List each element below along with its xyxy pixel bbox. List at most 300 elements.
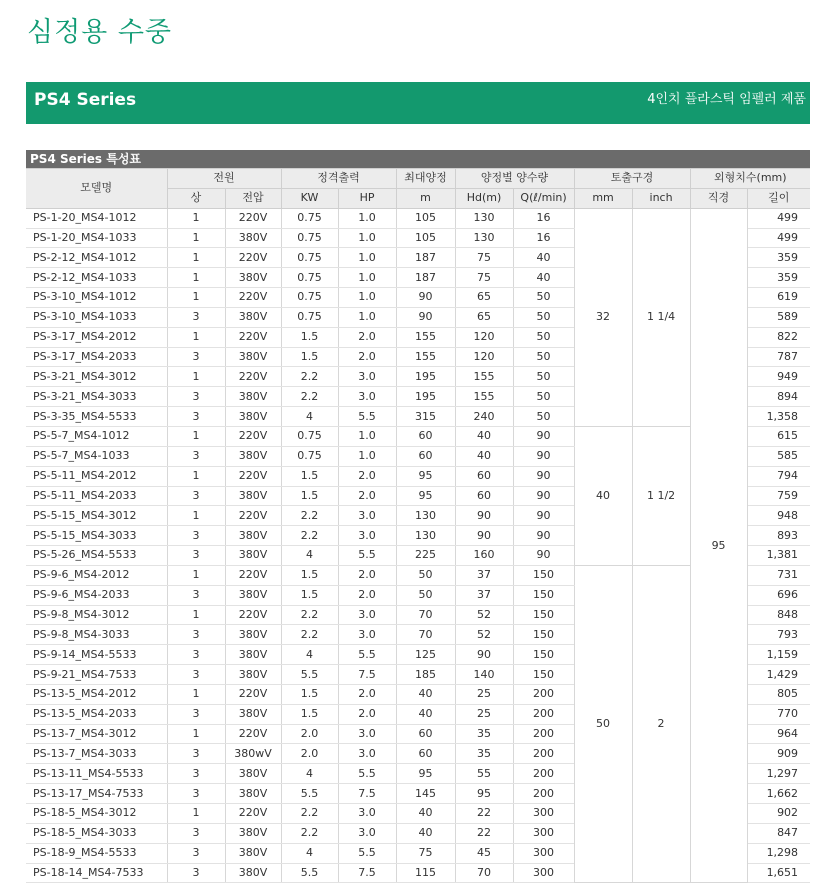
cell-kw: 0.75	[281, 446, 338, 466]
cell-model: PS-3-10_MS4-1033	[26, 307, 167, 327]
cell-model: PS-13-7_MS4-3033	[26, 744, 167, 764]
cell-max-head: 95	[396, 764, 455, 784]
cell-hp: 2.0	[338, 327, 396, 347]
cell-hd: 90	[455, 506, 513, 526]
cell-hd: 130	[455, 208, 513, 228]
cell-phase: 3	[167, 347, 225, 367]
cell-phase: 1	[167, 268, 225, 288]
cell-kw: 1.5	[281, 327, 338, 347]
cell-kw: 2.2	[281, 823, 338, 843]
cell-length: 1,662	[747, 784, 810, 804]
cell-kw: 0.75	[281, 307, 338, 327]
cell-model: PS-18-14_MS4-7533	[26, 863, 167, 883]
cell-phase: 1	[167, 367, 225, 387]
cell-kw: 2.2	[281, 526, 338, 546]
cell-max-head: 187	[396, 268, 455, 288]
cell-hd: 160	[455, 546, 513, 566]
cell-q: 50	[513, 347, 574, 367]
cell-kw: 5.5	[281, 863, 338, 883]
cell-phase: 3	[167, 486, 225, 506]
cell-discharge-inch: 2	[632, 565, 690, 883]
cell-q: 50	[513, 367, 574, 387]
cell-hp: 3.0	[338, 724, 396, 744]
cell-voltage: 380V	[225, 863, 281, 883]
cell-q: 50	[513, 307, 574, 327]
cell-length: 499	[747, 208, 810, 228]
cell-hp: 3.0	[338, 367, 396, 387]
cell-kw: 4	[281, 645, 338, 665]
cell-max-head: 315	[396, 407, 455, 427]
cell-phase: 1	[167, 327, 225, 347]
cell-model: PS-3-17_MS4-2033	[26, 347, 167, 367]
cell-q: 90	[513, 466, 574, 486]
cell-voltage: 220V	[225, 288, 281, 308]
cell-model: PS-2-12_MS4-1012	[26, 248, 167, 268]
header-rated-output: 정격출력	[281, 169, 396, 189]
cell-q: 50	[513, 407, 574, 427]
cell-length: 909	[747, 744, 810, 764]
cell-phase: 3	[167, 823, 225, 843]
header-phase: 상	[167, 188, 225, 208]
cell-phase: 1	[167, 605, 225, 625]
cell-phase: 3	[167, 744, 225, 764]
cell-hd: 55	[455, 764, 513, 784]
cell-hp: 5.5	[338, 546, 396, 566]
cell-hd: 60	[455, 486, 513, 506]
cell-length: 893	[747, 526, 810, 546]
cell-voltage: 380V	[225, 307, 281, 327]
cell-kw: 4	[281, 546, 338, 566]
cell-length: 615	[747, 426, 810, 446]
cell-hp: 1.0	[338, 228, 396, 248]
cell-max-head: 130	[396, 506, 455, 526]
page-title: 심정용 수중	[27, 17, 172, 48]
cell-hp: 5.5	[338, 843, 396, 863]
cell-max-head: 60	[396, 744, 455, 764]
header-power: 전원	[167, 169, 281, 189]
cell-max-head: 50	[396, 565, 455, 585]
cell-length: 696	[747, 585, 810, 605]
cell-voltage: 380V	[225, 704, 281, 724]
cell-voltage: 220V	[225, 684, 281, 704]
cell-diameter: 95	[690, 208, 747, 883]
cell-phase: 1	[167, 724, 225, 744]
cell-q: 90	[513, 526, 574, 546]
cell-voltage: 220V	[225, 248, 281, 268]
cell-length: 787	[747, 347, 810, 367]
cell-hp: 7.5	[338, 665, 396, 685]
cell-discharge-mm: 50	[574, 565, 632, 883]
cell-hd: 90	[455, 526, 513, 546]
cell-q: 90	[513, 546, 574, 566]
cell-phase: 3	[167, 387, 225, 407]
table-body	[26, 208, 810, 883]
cell-kw: 1.5	[281, 466, 338, 486]
cell-hd: 130	[455, 228, 513, 248]
cell-hd: 70	[455, 863, 513, 883]
cell-q: 200	[513, 744, 574, 764]
cell-voltage: 220V	[225, 327, 281, 347]
cell-phase: 3	[167, 625, 225, 645]
cell-model: PS-18-5_MS4-3033	[26, 823, 167, 843]
cell-length: 1,298	[747, 843, 810, 863]
cell-model: PS-5-11_MS4-2012	[26, 466, 167, 486]
cell-phase: 3	[167, 307, 225, 327]
cell-voltage: 220V	[225, 367, 281, 387]
cell-length: 770	[747, 704, 810, 724]
cell-phase: 3	[167, 665, 225, 685]
cell-q: 16	[513, 208, 574, 228]
cell-length: 894	[747, 387, 810, 407]
spec-table-container	[26, 150, 810, 883]
cell-kw: 4	[281, 407, 338, 427]
cell-q: 300	[513, 843, 574, 863]
cell-length: 1,429	[747, 665, 810, 685]
cell-model: PS-3-10_MS4-1012	[26, 288, 167, 308]
cell-hp: 2.0	[338, 684, 396, 704]
header-inch: inch	[632, 188, 690, 208]
cell-kw: 0.75	[281, 208, 338, 228]
cell-hd: 45	[455, 843, 513, 863]
cell-hd: 22	[455, 823, 513, 843]
cell-length: 847	[747, 823, 810, 843]
cell-q: 300	[513, 823, 574, 843]
cell-length: 359	[747, 268, 810, 288]
cell-length: 793	[747, 625, 810, 645]
cell-hd: 60	[455, 466, 513, 486]
cell-max-head: 40	[396, 804, 455, 824]
cell-phase: 3	[167, 704, 225, 724]
cell-model: PS-3-21_MS4-3033	[26, 387, 167, 407]
cell-hp: 7.5	[338, 863, 396, 883]
cell-phase: 1	[167, 565, 225, 585]
header-discharge: 토출구경	[574, 169, 690, 189]
cell-q: 40	[513, 268, 574, 288]
cell-max-head: 60	[396, 724, 455, 744]
cell-hd: 155	[455, 387, 513, 407]
cell-kw: 2.2	[281, 625, 338, 645]
cell-hp: 1.0	[338, 268, 396, 288]
cell-max-head: 60	[396, 426, 455, 446]
cell-model: PS-1-20_MS4-1033	[26, 228, 167, 248]
cell-max-head: 95	[396, 486, 455, 506]
cell-voltage: 220V	[225, 426, 281, 446]
cell-length: 948	[747, 506, 810, 526]
cell-q: 150	[513, 605, 574, 625]
cell-model: PS-3-35_MS4-5533	[26, 407, 167, 427]
cell-kw: 5.5	[281, 784, 338, 804]
table-row	[26, 208, 810, 228]
cell-max-head: 40	[396, 684, 455, 704]
cell-model: PS-9-8_MS4-3033	[26, 625, 167, 645]
cell-max-head: 130	[396, 526, 455, 546]
cell-phase: 3	[167, 764, 225, 784]
cell-hd: 155	[455, 367, 513, 387]
cell-voltage: 380V	[225, 645, 281, 665]
cell-discharge-mm: 40	[574, 426, 632, 565]
cell-hd: 140	[455, 665, 513, 685]
cell-voltage: 380V	[225, 347, 281, 367]
cell-model: PS-5-7_MS4-1033	[26, 446, 167, 466]
cell-hp: 5.5	[338, 407, 396, 427]
cell-voltage: 380V	[225, 585, 281, 605]
cell-kw: 0.75	[281, 426, 338, 446]
cell-voltage: 380V	[225, 823, 281, 843]
cell-hd: 35	[455, 744, 513, 764]
cell-length: 499	[747, 228, 810, 248]
cell-q: 300	[513, 863, 574, 883]
cell-voltage: 380V	[225, 546, 281, 566]
cell-hp: 1.0	[338, 288, 396, 308]
header-max-head: 최대양정	[396, 169, 455, 189]
cell-model: PS-9-6_MS4-2033	[26, 585, 167, 605]
cell-q: 90	[513, 426, 574, 446]
cell-q: 150	[513, 565, 574, 585]
cell-model: PS-13-11_MS4-5533	[26, 764, 167, 784]
cell-q: 200	[513, 724, 574, 744]
cell-kw: 0.75	[281, 228, 338, 248]
cell-kw: 0.75	[281, 268, 338, 288]
cell-max-head: 105	[396, 228, 455, 248]
cell-length: 589	[747, 307, 810, 327]
cell-hp: 2.0	[338, 585, 396, 605]
cell-voltage: 380V	[225, 764, 281, 784]
cell-voltage: 220V	[225, 506, 281, 526]
cell-model: PS-9-8_MS4-3012	[26, 605, 167, 625]
cell-hd: 65	[455, 307, 513, 327]
cell-model: PS-3-21_MS4-3012	[26, 367, 167, 387]
cell-hp: 3.0	[338, 823, 396, 843]
cell-discharge-inch: 1 1/2	[632, 426, 690, 565]
cell-length: 359	[747, 248, 810, 268]
cell-voltage: 220V	[225, 565, 281, 585]
cell-length: 731	[747, 565, 810, 585]
cell-length: 759	[747, 486, 810, 506]
header-m: m	[396, 188, 455, 208]
cell-max-head: 105	[396, 208, 455, 228]
cell-hp: 1.0	[338, 426, 396, 446]
cell-hd: 65	[455, 288, 513, 308]
cell-hd: 35	[455, 724, 513, 744]
cell-hp: 3.0	[338, 744, 396, 764]
cell-hd: 240	[455, 407, 513, 427]
cell-q: 90	[513, 506, 574, 526]
cell-max-head: 40	[396, 823, 455, 843]
cell-hd: 52	[455, 605, 513, 625]
cell-q: 90	[513, 446, 574, 466]
cell-hd: 52	[455, 625, 513, 645]
header-q: Q(ℓ/min)	[513, 188, 574, 208]
cell-max-head: 115	[396, 863, 455, 883]
cell-length: 1,297	[747, 764, 810, 784]
cell-q: 200	[513, 704, 574, 724]
cell-hp: 7.5	[338, 784, 396, 804]
cell-kw: 2.2	[281, 804, 338, 824]
cell-hd: 37	[455, 585, 513, 605]
cell-q: 300	[513, 804, 574, 824]
cell-hd: 120	[455, 347, 513, 367]
cell-max-head: 187	[396, 248, 455, 268]
cell-hd: 95	[455, 784, 513, 804]
cell-hp: 5.5	[338, 645, 396, 665]
cell-kw: 4	[281, 764, 338, 784]
cell-hp: 1.0	[338, 208, 396, 228]
cell-phase: 1	[167, 248, 225, 268]
cell-model: PS-9-21_MS4-7533	[26, 665, 167, 685]
cell-model: PS-3-17_MS4-2012	[26, 327, 167, 347]
cell-voltage: 380V	[225, 446, 281, 466]
cell-max-head: 90	[396, 288, 455, 308]
cell-length: 794	[747, 466, 810, 486]
cell-phase: 3	[167, 863, 225, 883]
cell-length: 1,651	[747, 863, 810, 883]
cell-max-head: 60	[396, 446, 455, 466]
cell-voltage: 380V	[225, 228, 281, 248]
cell-hp: 2.0	[338, 486, 396, 506]
cell-max-head: 70	[396, 625, 455, 645]
cell-kw: 1.5	[281, 486, 338, 506]
cell-voltage: 380V	[225, 268, 281, 288]
cell-q: 200	[513, 784, 574, 804]
cell-length: 585	[747, 446, 810, 466]
cell-hp: 2.0	[338, 704, 396, 724]
cell-length: 619	[747, 288, 810, 308]
cell-hp: 3.0	[338, 506, 396, 526]
cell-hp: 2.0	[338, 466, 396, 486]
cell-phase: 1	[167, 804, 225, 824]
cell-q: 40	[513, 248, 574, 268]
cell-phase: 1	[167, 228, 225, 248]
cell-kw: 1.5	[281, 684, 338, 704]
cell-model: PS-13-17_MS4-7533	[26, 784, 167, 804]
cell-model: PS-5-15_MS4-3012	[26, 506, 167, 526]
cell-phase: 3	[167, 546, 225, 566]
cell-hd: 75	[455, 248, 513, 268]
cell-phase: 1	[167, 466, 225, 486]
series-description: 4인치 플라스틱 임펠러 제품	[647, 92, 806, 107]
cell-phase: 1	[167, 288, 225, 308]
cell-q: 200	[513, 684, 574, 704]
cell-phase: 3	[167, 784, 225, 804]
cell-length: 964	[747, 724, 810, 744]
cell-voltage: 380V	[225, 784, 281, 804]
cell-length: 902	[747, 804, 810, 824]
cell-hp: 3.0	[338, 625, 396, 645]
cell-length: 822	[747, 327, 810, 347]
cell-model: PS-1-20_MS4-1012	[26, 208, 167, 228]
cell-hp: 3.0	[338, 804, 396, 824]
cell-hd: 120	[455, 327, 513, 347]
header-kw: KW	[281, 188, 338, 208]
cell-hp: 1.0	[338, 446, 396, 466]
cell-kw: 0.75	[281, 248, 338, 268]
cell-q: 50	[513, 327, 574, 347]
cell-hd: 37	[455, 565, 513, 585]
header-mm: mm	[574, 188, 632, 208]
cell-q: 150	[513, 645, 574, 665]
cell-hd: 25	[455, 684, 513, 704]
cell-max-head: 155	[396, 347, 455, 367]
cell-phase: 1	[167, 684, 225, 704]
cell-model: PS-5-15_MS4-3033	[26, 526, 167, 546]
cell-q: 200	[513, 764, 574, 784]
cell-hd: 22	[455, 804, 513, 824]
cell-discharge-mm: 32	[574, 208, 632, 426]
cell-voltage: 380V	[225, 387, 281, 407]
cell-kw: 1.5	[281, 704, 338, 724]
cell-kw: 4	[281, 843, 338, 863]
header-hd: Hd(m)	[455, 188, 513, 208]
spec-table	[26, 168, 810, 883]
cell-phase: 3	[167, 645, 225, 665]
cell-voltage: 380V	[225, 625, 281, 645]
cell-phase: 1	[167, 208, 225, 228]
cell-hd: 25	[455, 704, 513, 724]
cell-length: 848	[747, 605, 810, 625]
cell-q: 150	[513, 665, 574, 685]
cell-hp: 3.0	[338, 526, 396, 546]
cell-phase: 1	[167, 506, 225, 526]
cell-model: PS-5-7_MS4-1012	[26, 426, 167, 446]
cell-voltage: 380V	[225, 486, 281, 506]
cell-phase: 1	[167, 426, 225, 446]
cell-max-head: 185	[396, 665, 455, 685]
cell-hd: 90	[455, 645, 513, 665]
cell-model: PS-9-14_MS4-5533	[26, 645, 167, 665]
cell-max-head: 145	[396, 784, 455, 804]
cell-phase: 3	[167, 843, 225, 863]
cell-q: 90	[513, 486, 574, 506]
cell-model: PS-18-5_MS4-3012	[26, 804, 167, 824]
cell-kw: 0.75	[281, 288, 338, 308]
series-name: PS4 Series	[34, 90, 137, 110]
table-title: PS4 Series 특성표	[26, 150, 810, 168]
cell-max-head: 70	[396, 605, 455, 625]
cell-model: PS-13-7_MS4-3012	[26, 724, 167, 744]
cell-max-head: 75	[396, 843, 455, 863]
cell-length: 1,381	[747, 546, 810, 566]
cell-kw: 5.5	[281, 665, 338, 685]
cell-hp: 5.5	[338, 764, 396, 784]
cell-hp: 1.0	[338, 248, 396, 268]
cell-voltage: 220V	[225, 208, 281, 228]
cell-voltage: 220V	[225, 724, 281, 744]
cell-max-head: 90	[396, 307, 455, 327]
cell-kw: 2.2	[281, 367, 338, 387]
header-flow: 양정별 양수량	[455, 169, 574, 189]
cell-kw: 2.2	[281, 387, 338, 407]
header-voltage: 전압	[225, 188, 281, 208]
cell-max-head: 50	[396, 585, 455, 605]
cell-voltage: 380V	[225, 407, 281, 427]
cell-q: 50	[513, 387, 574, 407]
cell-hp: 3.0	[338, 605, 396, 625]
cell-max-head: 155	[396, 327, 455, 347]
cell-hp: 2.0	[338, 565, 396, 585]
header-model: 모델명	[26, 169, 167, 209]
cell-kw: 2.2	[281, 506, 338, 526]
cell-kw: 2.0	[281, 724, 338, 744]
cell-length: 949	[747, 367, 810, 387]
cell-max-head: 195	[396, 367, 455, 387]
cell-model: PS-9-6_MS4-2012	[26, 565, 167, 585]
cell-length: 1,358	[747, 407, 810, 427]
cell-kw: 1.5	[281, 585, 338, 605]
cell-phase: 3	[167, 407, 225, 427]
cell-max-head: 225	[396, 546, 455, 566]
cell-max-head: 125	[396, 645, 455, 665]
cell-voltage: 380wV	[225, 744, 281, 764]
